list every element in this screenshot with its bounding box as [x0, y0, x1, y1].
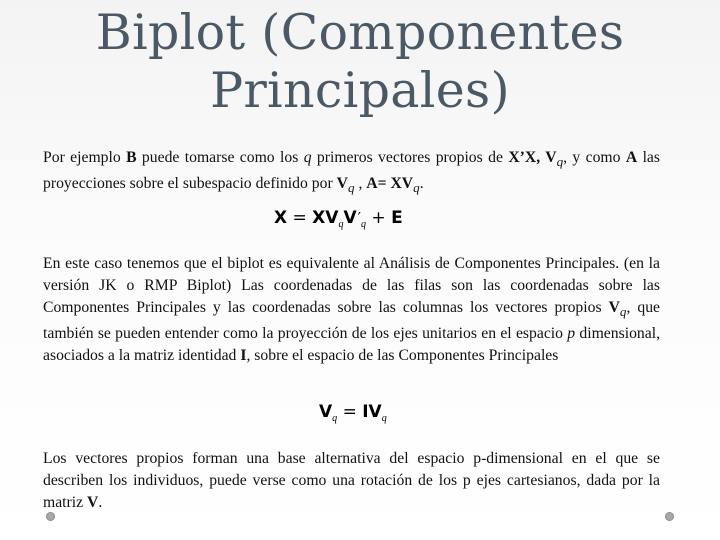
- title-line-2: Principales): [210, 62, 510, 119]
- paragraph-2: En este caso tenemos que el biplot es equivalente al Análisis de Componentes Principales. (en la versión JK o RMP Biplot) Las coordenadas de las filas son las coordenadas sobre las Componentes Principales y las coordenadas sobre las columnas los vectores propios $V_q$, que también se pueden entender como la proyección de los ejes unitarios en el espacio p dimensional, asociados a la matriz identidad I, sobre el espacio de las Componentes Principales: [43, 255, 661, 365]
- equation-1: $X = XV_qV'_q + E$: [274, 208, 403, 230]
- paragraph-1: Por ejemplo B puede tomarse como los q primeros vectores propios de X’X, $V_q$, y como A las proyecciones sobre el subespacio definido por $V_q$ , $A= XV_q$.: [43, 149, 661, 196]
- equation-2: $V_q = IV_q$: [319, 402, 387, 424]
- page-title: [40, 4, 680, 120]
- corner-dot-left: [46, 512, 55, 521]
- paragraph-3: Los vectores propios forman una base alternativa del espacio p-dimensional en el que se describen los individuos, puede verse como una rotación de los p ejes cartesianos, dada por la matriz V.: [43, 450, 660, 511]
- title-line-1: Biplot (Componentes: [95, 4, 625, 61]
- corner-dot-right: [665, 512, 674, 521]
